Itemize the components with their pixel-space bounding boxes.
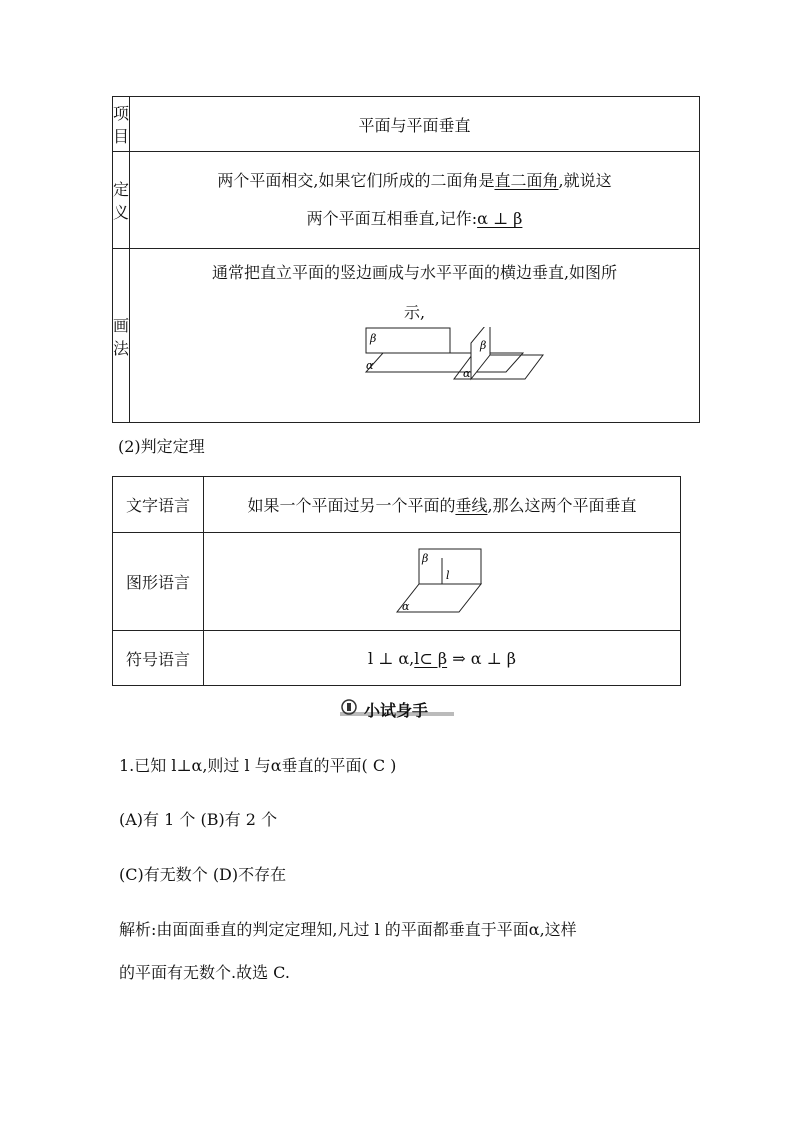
definition-content [130, 152, 700, 249]
beta-label: β [422, 551, 429, 565]
beta-label: β [370, 332, 377, 345]
text-language-content: 如果一个平面过另一个平面的垂线,那么这两个平面垂直 [204, 477, 681, 533]
text-language-label: 文字语言 [113, 477, 204, 533]
drawing-line-2: 示, [403, 303, 426, 322]
header-item-cell: 项目 [113, 97, 130, 152]
perpendicular-notation: α ⊥ β [477, 209, 523, 228]
definition-line-1: 两个平面相交,如果它们所成的二面角是直二面角,就说这 [217, 171, 612, 190]
section-title: (2)判定定理 [118, 437, 205, 456]
drawing-line-1: 通常把直立平面的竖边画成与水平平面的横边垂直,如图所 [211, 263, 618, 282]
question-stem: 1.已知 l⊥α,则过 l 与α垂直的平面( C ) [119, 756, 397, 775]
practice-banner [340, 697, 454, 719]
criterion-figure [204, 546, 680, 618]
beta-label-2: β [480, 339, 487, 352]
line-l-label: l [446, 568, 450, 582]
definition-line-2: 两个平面互相垂直,记作:α ⊥ β [306, 209, 523, 228]
right-dihedral-angle-term: 直二面角 [494, 171, 559, 190]
header-title-cell: 平面与平面垂直 [130, 97, 700, 152]
alpha-label-2: α [463, 367, 471, 380]
symbol-language-content: l ⊥ α,l⊂ β ⇒ α ⊥ β [204, 631, 681, 686]
practice-banner-title: 小试身手 [364, 701, 429, 720]
symbol-language-label: 符号语言 [113, 631, 204, 686]
analysis-line-1: 解析:由面面垂直的判定定理知,凡过 l 的平面都垂直于平面α,这样 [119, 920, 577, 939]
figure-language-label: 图形语言 [113, 533, 204, 631]
drawing-label: 画法 [113, 249, 130, 423]
figure-language-content [204, 533, 681, 631]
options-c-d: (C)有无数个 (D)不存在 [119, 865, 287, 884]
definition-label: 定义 [113, 152, 130, 249]
definition-table [112, 96, 700, 423]
options-a-b: (A)有 1 个 (B)有 2 个 [119, 810, 278, 829]
drawing-content [130, 249, 700, 423]
perpendicular-planes-figure [130, 327, 699, 387]
subset-notation: l⊂ β [414, 648, 448, 668]
criterion-table [112, 476, 681, 686]
alpha-label: α [366, 359, 374, 372]
perpendicular-line-term: 垂线 [455, 496, 488, 515]
analysis-line-2: 的平面有无数个.故选 C. [119, 963, 290, 982]
alpha-label: α [402, 599, 410, 613]
